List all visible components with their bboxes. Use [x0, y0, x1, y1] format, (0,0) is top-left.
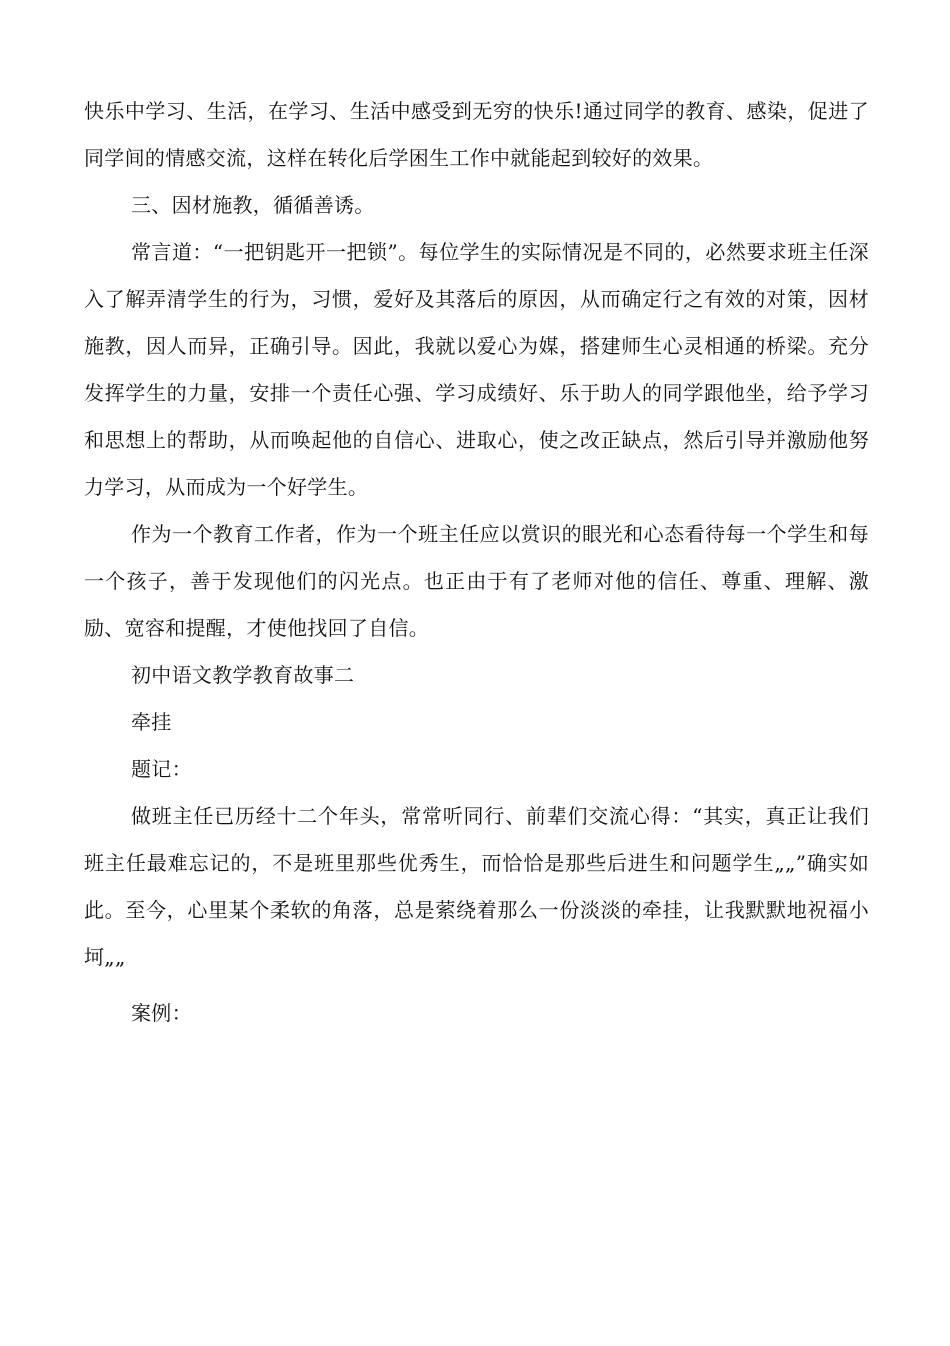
section-heading-3: 三、因材施教，循循善诱。 — [131, 193, 375, 217]
story-title: 初中语文教学教育故事二 — [131, 663, 355, 687]
case-label: 案例： — [131, 1001, 192, 1025]
spacer — [84, 981, 869, 990]
paragraph-3: 作为一个教育工作者，作为一个班主任应以赏识的眼光和心态看待每一个学生和每一个孩子，善于发现他们的闪光点。也正由于有了老师对他的信任、尊重、理解、激励、宽容和提醒，才使他找回了自信。 — [84, 522, 869, 640]
story-subtitle: 牵挂 — [131, 710, 172, 734]
paragraph-2: 常言道：“一把钥匙开一把锁”。每位学生的实际情况是不同的，必然要求班主任深入了解弄清学生的行为，习惯，爱好及其落后的原因，从而确定行之有效的对策，因材施教，因人而异，正确引导。因此，我就以爱心为媒，搭建师生心灵相通的桥梁。充分发挥学生的力量，安排一个责任心强、学习成绩好、乐于助人的同学跟他坐，给予学习和思想上的帮助，从而唤起他的自信心、进取心，使之改正缺点，然后引导并激励他努力学习，从而成为一个好学生。 — [84, 240, 869, 499]
document-body — [84, 88, 869, 1037]
paragraph-1: 快乐中学习、生活，在学习、生活中感受到无穷的快乐!通过同学的教育、感染，促进了同学间的情感交流，这样在转化后学困生工作中就能起到较好的效果。 — [84, 99, 869, 170]
epigraph-label: 题记： — [131, 757, 192, 781]
epigraph-paragraph: 做班主任已历经十二个年头，常常听同行、前辈们交流心得：“其实，真正让我们班主任最难忘记的，不是班里那些优秀生，而恰恰是那些后进生和问题学生„„”确实如此。至今，心里某个柔软的角落，总是萦绕着那么一份淡淡的牵挂，让我默默地祝福小坷„„ — [84, 804, 869, 969]
